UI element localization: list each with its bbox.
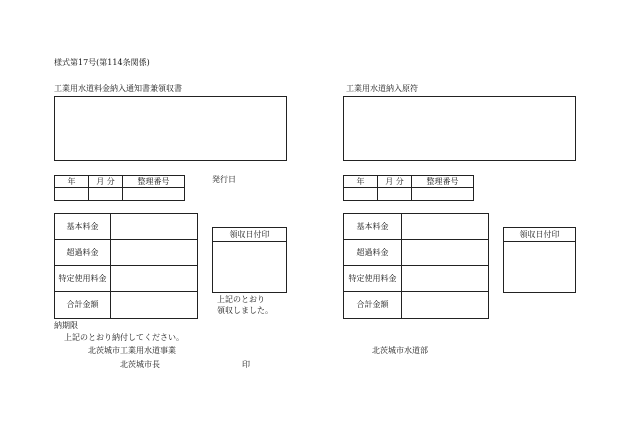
stub-fee-value-excess: [402, 240, 489, 266]
receipt-stamp-title: 領収日付印: [213, 228, 286, 242]
stub-fee-label-basic: 基本料金: [344, 214, 402, 240]
payment-request: 上記のとおり納付してください。: [64, 333, 184, 342]
mayor-title: 北茨城市長: [120, 360, 160, 369]
fee-value-special: [111, 266, 198, 292]
fee-value-total: [111, 292, 198, 319]
stub-fee-label-special: 特定使用料金: [344, 266, 402, 292]
form-number: 様式第17号(第114条関係): [54, 58, 150, 67]
stub-fee-value-special: [402, 266, 489, 292]
stub-stamp-box: [503, 227, 576, 293]
receipt-stamp-box: [212, 227, 287, 293]
stub-title: 工業用水道納入原符: [346, 84, 418, 93]
number-header: 整理番号: [123, 176, 185, 188]
department-name: 北茨城市水道部: [372, 346, 428, 355]
seal-mark: 印: [242, 360, 250, 369]
stub-number-header: 整理番号: [412, 176, 474, 188]
stub-ref-table: [343, 175, 474, 201]
fee-label-total: 合計金額: [55, 292, 111, 319]
month-cell: [89, 188, 123, 201]
notice-fee-table: [54, 213, 198, 319]
stub-month-header: 月 分: [378, 176, 412, 188]
stub-number-cell: [412, 188, 474, 201]
stub-fee-value-total: [402, 292, 489, 319]
notice-address-box: [54, 96, 287, 161]
fee-label-special: 特定使用料金: [55, 266, 111, 292]
issuer-name: 北茨城市工業用水道事業: [88, 346, 176, 355]
year-header: 年: [55, 176, 89, 188]
receipt-note-2: 領収しました。: [217, 306, 273, 315]
fee-value-basic: [111, 214, 198, 240]
stub-fee-label-excess: 超過料金: [344, 240, 402, 266]
notice-ref-table: [54, 175, 185, 201]
fee-value-excess: [111, 240, 198, 266]
stub-month-cell: [378, 188, 412, 201]
year-cell: [55, 188, 89, 201]
stub-fee-table: [343, 213, 489, 319]
stub-fee-value-basic: [402, 214, 489, 240]
stub-fee-label-total: 合計金額: [344, 292, 402, 319]
number-cell: [123, 188, 185, 201]
stub-year-header: 年: [344, 176, 378, 188]
receipt-note-1: 上記のとおり: [217, 295, 265, 304]
fee-label-basic: 基本料金: [55, 214, 111, 240]
issue-date-label: 発行日: [212, 175, 236, 184]
notice-title: 工業用水道料金納入通知書兼領収書: [54, 84, 182, 93]
month-header: 月 分: [89, 176, 123, 188]
fee-label-excess: 超過料金: [55, 240, 111, 266]
deadline-label: 納期限: [54, 321, 78, 330]
stub-year-cell: [344, 188, 378, 201]
stub-stamp-title: 領収日付印: [504, 228, 575, 242]
stub-address-box: [343, 96, 576, 161]
